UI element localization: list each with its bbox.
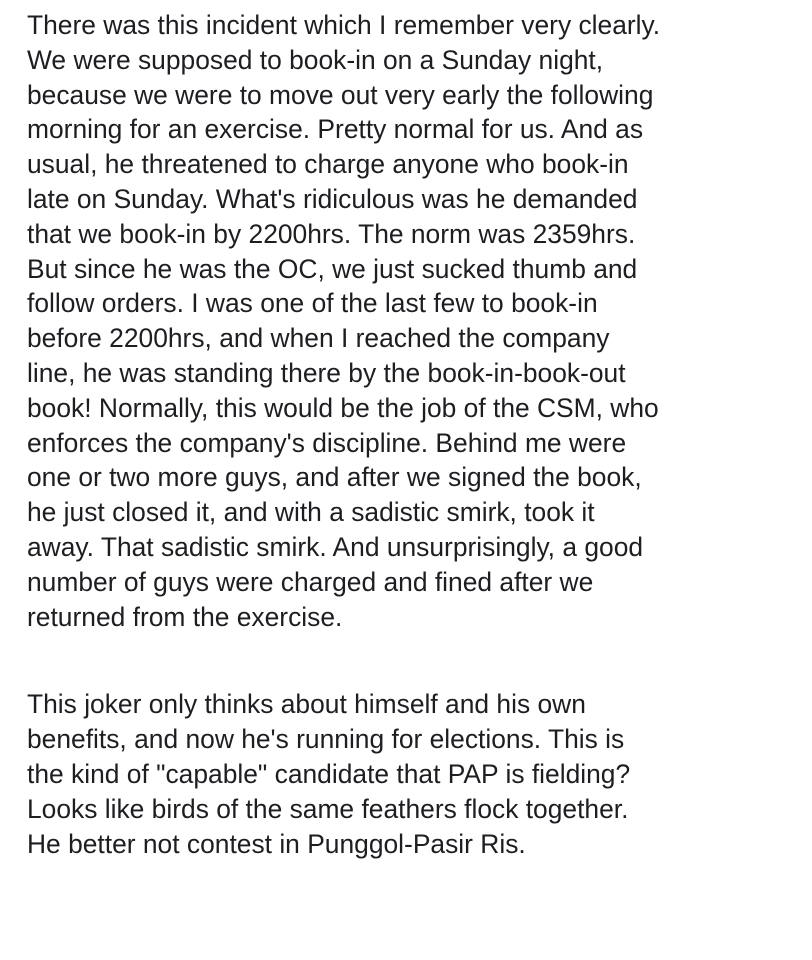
text-line: morning for an exercise. Pretty normal for us. And as [27, 114, 644, 145]
text-line: returned from the exercise. [27, 601, 343, 632]
text-line: usual, he threatened to charge anyone who book-in [27, 149, 629, 180]
text-line: because we were to move out very early the following [27, 79, 654, 110]
text-line: number of guys were charged and fined after we [27, 566, 594, 597]
text-line: This joker only thinks about himself and his own [27, 689, 586, 720]
text-line: Looks like birds of the same feathers flock together. [27, 793, 629, 824]
text-line: book! Normally, this would be the job of the CSM, who [27, 392, 659, 423]
text-line: He better not contest in Punggol-Pasir Ris. [27, 828, 526, 859]
text-line: But since he was the OC, we just sucked thumb and [27, 253, 638, 284]
paragraph-1 [27, 8, 807, 634]
text-line: late on Sunday. What's ridiculous was he demanded [27, 183, 638, 214]
paragraph-spacer [27, 634, 807, 687]
text-line: enforces the company's discipline. Behind me were [27, 427, 627, 458]
text-line: he just closed it, and with a sadistic smirk, took it [27, 497, 595, 528]
text-line: before 2200hrs, and when I reached the company [27, 323, 610, 354]
text-line: line, he was standing there by the book-in-book-out [27, 357, 626, 388]
text-line: the kind of "capable" candidate that PAP is fielding? [27, 758, 631, 789]
text-line: We were supposed to book-in on a Sunday night, [27, 44, 604, 75]
text-line: away. That sadistic smirk. And unsurprisingly, a good [27, 531, 644, 562]
text-line: There was this incident which I remember very clearly. [27, 10, 661, 40]
text-line: that we book-in by 2200hrs. The norm was 2359hrs. [27, 218, 636, 249]
text-line: follow orders. I was one of the last few to book-in [27, 288, 598, 319]
post-body-text [27, 8, 807, 861]
text-line: one or two more guys, and after we signed the book, [27, 462, 642, 493]
paragraph-2 [27, 687, 807, 861]
text-line: benefits, and now he's running for elections. This is [27, 724, 625, 755]
